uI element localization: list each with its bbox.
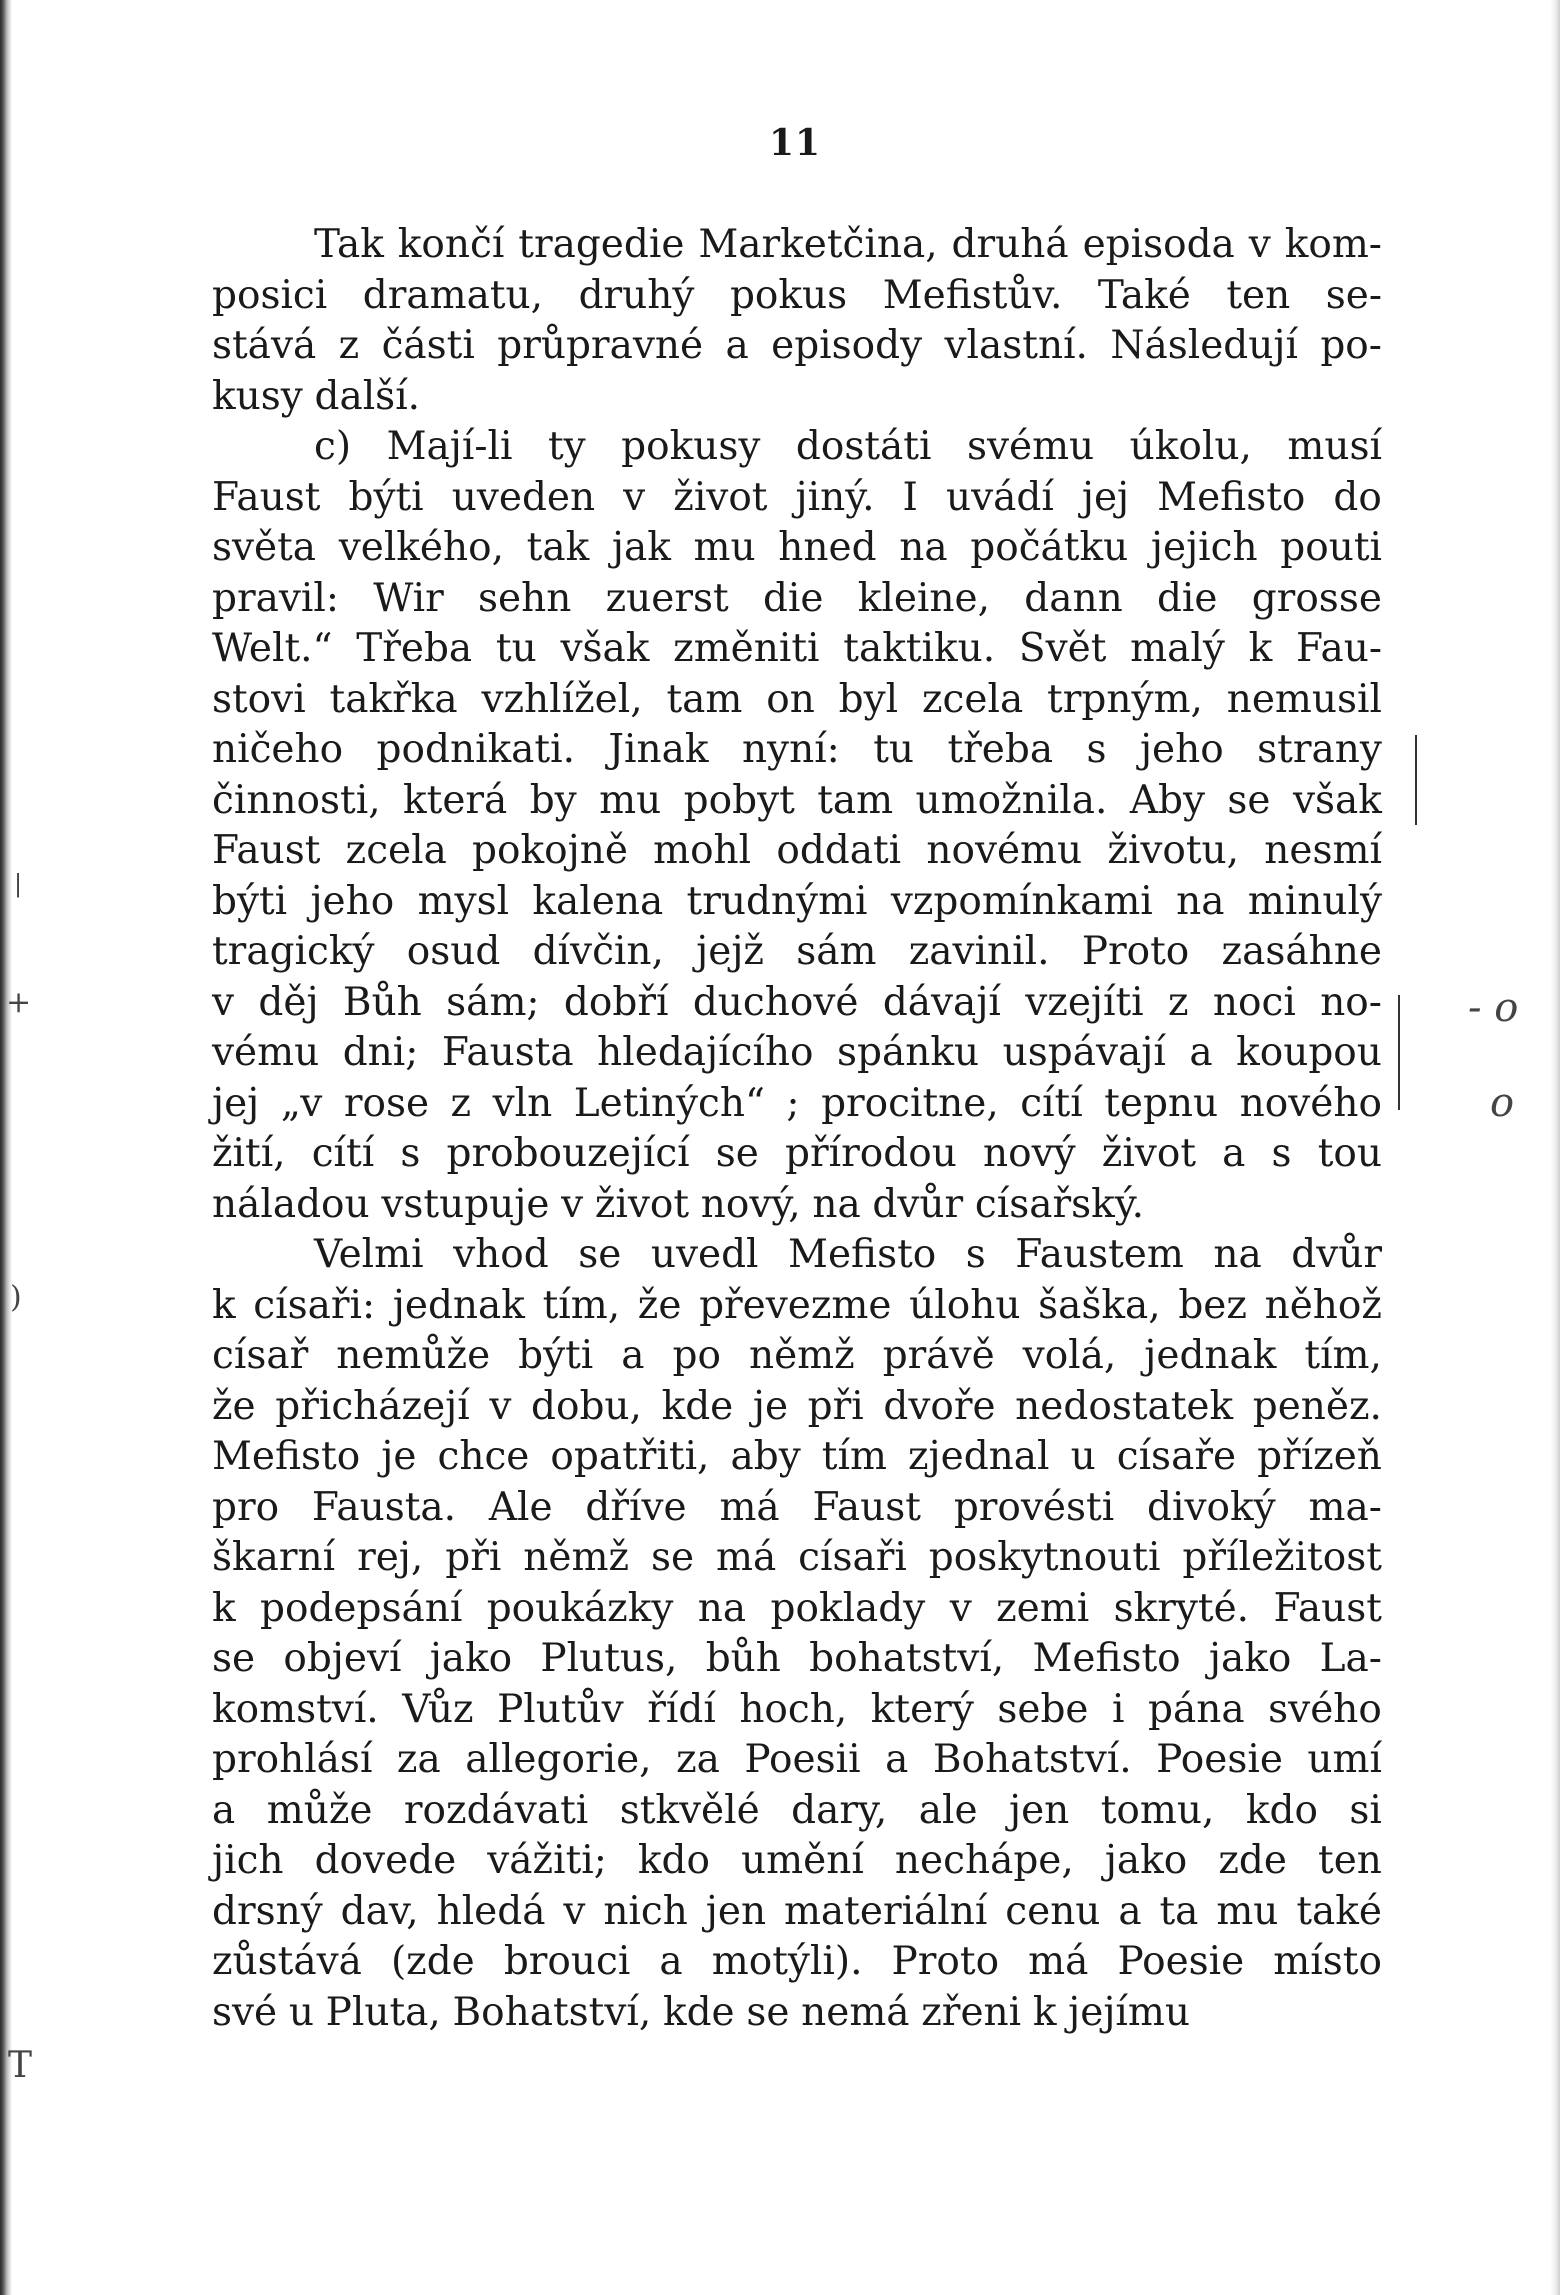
text-line: své u Pluta, Bohatství, kde se nemá zřeni k jejímu	[212, 1989, 1190, 2035]
margin-edge-mark: )	[10, 1280, 22, 1315]
text-line: v děj Bůh sám; dobří duchové dávají vzejíti z noci no-	[212, 979, 1382, 1025]
text-line: drsný dav, hledá v nich jen materiální cenu a ta mu také	[212, 1888, 1382, 1934]
margin-edge-mark: |	[14, 870, 23, 898]
text-line: býti jeho mysl kalena trudnými vzpomínkami na minulý	[212, 878, 1382, 924]
text-line: škarní rej, při němž se má císaři poskytnouti příležitost	[212, 1535, 1382, 1580]
paragraph	[212, 422, 1382, 1230]
scan-edge-right	[1550, 0, 1560, 2295]
text-line: kusy další.	[212, 373, 421, 419]
text-line: tragický osud dívčin, jejž sám zavinil. Proto zasáhne	[212, 929, 1382, 974]
page-number: 11	[768, 122, 822, 164]
margin-pencil-mark: o	[1490, 1080, 1515, 1126]
text-line: Faust zcela pokojně mohl oddati novému životu, nesmí	[212, 828, 1382, 873]
text-line: náladou vstupuje v život nový, na dvůr císařský.	[212, 1181, 1144, 1227]
text-line: komství. Vůz Plutův řídí hoch, který sebe i pána svého	[212, 1686, 1382, 1732]
text-line: k císaři: jednak tím, že převezme úlohu šaška, bez něhož	[212, 1282, 1382, 1328]
body-text	[212, 220, 1382, 2038]
text-line: Faust býti uveden v život jiný. I uvádí jej Mefisto do	[212, 474, 1382, 520]
text-line: pravil: Wir sehn zuerst die kleine, dann die grosse	[212, 575, 1382, 621]
text-line: se objeví jako Plutus, bůh bohatství, Mefisto jako La-	[212, 1636, 1382, 1681]
text-line: žití, cítí s probouzející se přírodou nový život a s tou	[212, 1131, 1382, 1176]
margin-line-mark	[1415, 735, 1417, 825]
text-line: Velmi vhod se uvedl Mefisto s Faustem na dvůr	[314, 1232, 1382, 1277]
text-line: světa velkého, tak jak mu hned na počátku jejich pouti	[212, 525, 1382, 570]
text-line: že přicházejí v dobu, kde je při dvoře nedostatek peněz.	[212, 1383, 1382, 1429]
text-line: a může rozdávati stkvělé dary, ale jen tomu, kdo si	[212, 1787, 1382, 1833]
text-line: Welt.“ Třeba tu však změniti taktiku. Svět malý k Fau-	[212, 626, 1382, 671]
text-line: posici dramatu, druhý pokus Mefistův. Také ten se-	[212, 272, 1382, 318]
text-line: Tak končí tragedie Marketčina, druhá episoda v kom-	[314, 222, 1382, 267]
margin-pencil-mark: - o	[1468, 985, 1519, 1031]
text-line: jich dovede vážiti; kdo umění nechápe, jako zde ten	[212, 1838, 1382, 1883]
text-line: ničeho podnikati. Jinak nyní: tu třeba s jeho strany	[212, 727, 1382, 772]
text-line: císař nemůže býti a po němž právě volá, jednak tím,	[212, 1333, 1382, 1378]
margin-edge-mark: T	[8, 2045, 33, 2086]
text-line: k podepsání poukázky na poklady v zemi skryté. Faust	[212, 1585, 1382, 1631]
text-line: c) Mají-li ty pokusy dostáti svému úkolu, musí	[314, 424, 1382, 469]
text-line: činnosti, která by mu pobyt tam umožnila. Aby se však	[212, 777, 1382, 823]
text-line: Mefisto je chce opatřiti, aby tím zjednal u císaře přízeň	[212, 1434, 1382, 1479]
text-line: zůstává (zde brouci a motýli). Proto má Poesie místo	[212, 1939, 1382, 1984]
text-line: stovi takřka vzhlížel, tam on byl zcela trpným, nemusil	[212, 676, 1382, 722]
text-line: pro Fausta. Ale dříve má Faust provésti divoký ma-	[212, 1484, 1382, 1530]
scan-edge-left	[0, 0, 12, 2295]
paragraph	[212, 220, 1382, 422]
text-line: vému dni; Fausta hledajícího spánku uspávají a koupou	[212, 1030, 1382, 1075]
margin-line-mark	[1398, 995, 1400, 1110]
margin-edge-mark: +	[6, 985, 32, 1020]
text-line: prohlásí za allegorie, za Poesii a Bohatství. Poesie umí	[212, 1737, 1382, 1782]
text-line: stává z části průpravné a episody vlastní. Následují po-	[212, 323, 1382, 368]
text-line: jej „v rose z vln Letiných“ ; procitne, cítí tepnu nového	[212, 1080, 1382, 1126]
paragraph	[212, 1230, 1382, 2038]
